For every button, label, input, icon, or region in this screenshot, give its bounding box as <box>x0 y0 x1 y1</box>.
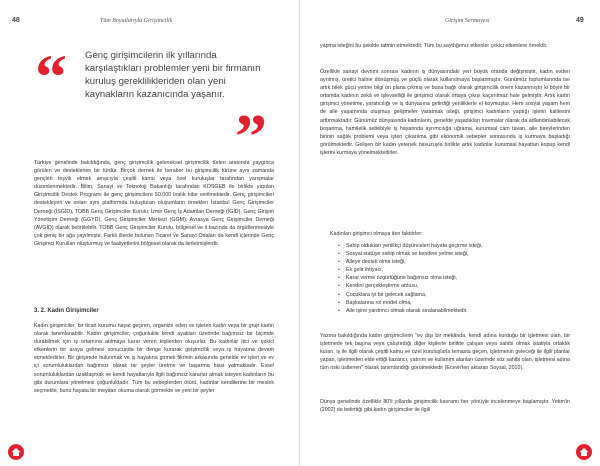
right-paragraph-4: Dünya genelinde özellikle 80'li yıllarda girişimcilik kavramı her yönüyle incelenmeye başlamıştır. Yetim'in (2002) de belirttiği gibi kadın girişimciler ile ilgili <box>320 399 570 414</box>
page-number-left: 48 <box>12 17 20 24</box>
list-item: • Aileye destek olma isteği, <box>338 258 570 266</box>
list-item: • Çocuklara iyi bir gelecek sağlama, <box>338 291 570 299</box>
list-item: • Başkalarına rol model olma, <box>338 299 570 307</box>
list-item: • Karar verme özgürlüğüne bağımsız olma isteği, <box>338 274 570 282</box>
left-paragraph-2: Kadın girişimciler, bir ticari kurumu hayat geçiren, organize eden ve işleten kadın veya bir grup kadın olarak tanımlanabilir. Kadın girişimciler, çoğunlukla kendi ayakları üzerinde bağımsız bir biçimde durabilmek için iş ortamına atılmaya karar veren kişilerden oluşurlar. Bu kadınlar itici ve çekici etkenlerin bir araya gelmesi sonucunda bir denge kurarak girişimcilik veya iş hayatına devam etmektedirler. Bir girişimde bulunmak ve iş hayatına girmek fikrinin arkasında genelde ev işleri ve ev içi sorumluluklardan bağımsız olarak bir şeyler üretme ve başarma hissi yatmaktadır. Evsel sorumluluklardan uzaklaşmak ve kendi hayatlarıyla ilgili bağımsız kararlar almak isteyen kadınların bu gibi durumlara yönelmesi çoğunluktadır. Tüm bu sebeplerden ötürü, kadınlar kendilerine bir meslek seçmekte, bunu hayata bir meydan okuma olarak görmekte ve yeni bir şeyler <box>34 323 274 394</box>
close-quote-icon: ” <box>235 101 267 172</box>
home-icon[interactable] <box>8 444 24 460</box>
running-header-left: Tüm Boyutlarıyla Girişimcilik <box>100 18 173 24</box>
section-title: 3. 2. Kadın Girişimciler <box>34 308 99 314</box>
left-paragraph-1: Türkiye genelinde bakıldığında, genç girişimcilik geleneksel girişimcilik türleri arasında yaygınca görülen ve desteklenen bir türdür. Birçok dernek ile beraber bu girişimcilik türüne aynı zamanda gençleri teşvik etmek amacıyla çeşitli kamu veya özel kuruluşlar tarafından yarışmalar düzenlenmektedir. Bilim, Sanayi ve Teknoloji Bakanlığı tarafından KOSGEB ile birlikte yapılan Girişimcilik Destek Programı ile genç girişimcilere 50.000 liralık hibe verilmektedir. Genç girişimcileri destekleyen ve onları aynı platformda buluşturan oluşumların örneklen İstanbul Genç Girişimciler Derneği (İSGİD), TOBB Genç Girişimciler Kurulu, İzmir Genç İş Adamları Derneği (İGİD), Genç Girişim Yönetişim Derneği (GGYD), Genç Girişimciler Merkezi (GGM), Avrasya Genç Girişimciler Derneği (AVGİD) olarak belirtilebilir. TOBB Genç Girişimciler Kurulu, bölgesel ve il bazında da örgütlenmesiyle çok geniş bir ağa yayılmıştır. Farklı illerde bulunan Ticaret ve Sanayi Odaları da kendi içlerinde Genç Girişimci Kurulları oluşturmuş ve faaliyetlerini bölgesel olarak da ilerletmişlerdir. <box>34 160 274 247</box>
list-item: • Ek gelir ihtiyacı, <box>338 266 570 274</box>
pull-quote-text: Genç girişimcilerin ilk yıllarında karşılaştıkları problemler yeni bir firmanın kuruluş gereklilikleriden olan yeni kaynakların kazanıcında yaşanır. <box>85 50 261 100</box>
right-paragraph-3: Yazına bakıldığında kadın girişimcilerin "ev dışı bir mekânda, kendi adına kurduğu bir işletmesi olan, bir işletmede tek başına veya çalıştırdığı diğer kişilerle birlikte çalışan veya sahibi olmak istatiyla ortaklık kuran, iş ile ilgili olarak çeşitli kamu ve özel kuruluşlarla temasta geçen, işletmenin geleceği ile ilgili planlar yapan, işletmeden elde ettiği kazancı, yatırım ve kullanım alanları üzerinde söz sahibi olan, işletmesi adına tüm riski üstlenen" olarak tanımlandığı görülmektedir (Ecevit'ten aktaran Soysal, 2010). <box>320 333 570 372</box>
page-number-right: 49 <box>576 17 584 24</box>
factors-intro: Kadınları girişimci olmaya iten faktörler: <box>330 231 423 237</box>
factors-list <box>338 242 570 315</box>
list-item: • Sahip oldukları yenilikçi düşünceleri hayata geçirme isteği, <box>338 242 570 250</box>
pull-quote <box>35 41 275 172</box>
list-item: • Sosyal statüye sahip olmak ve kendine yetme isteği, <box>338 250 570 258</box>
right-paragraph-1: yapma isteğini bu şekilde tatmin etmektedir. Tüm bu saydığımız etkenler çekici etkenlere örnektir. <box>320 43 548 49</box>
home-icon[interactable] <box>576 444 592 460</box>
list-item: • Aile işine yardımcı olmak olarak sıralanabilmektedir. <box>338 307 570 315</box>
list-item: • Kendini gerçekleştirme arzusu, <box>338 282 570 290</box>
right-paragraph-2: Özellikle sanayi devrimi sonrası kadının iş dünyasındaki yeri büyük oranda değişmiştir, kadın evden ayrılmış, üretici haline dönüşmüş ve güçlü olarak kullanılmaya başlanmıştır. Günümüz toplumlarında ise artık bilek gücü yerine bilgi ön plana çıkmış ve buna bağlı olarak girişimcilik önem kazanmıştır ki böyle bir ortamda kadının zekâ ve işlevselliği ile girişimci olarak ortaya çıkışı kaçınılmaz hale gelmiştir. Artık kadın girişimci yönetime, yaratıcılığı ve iş dünyasına getirdiği yeniliklerle el koymuştur. Hem sosyal yaşam hem de aile yaşamında oluşmuş gelişmeler yaratmak isteği, girişimci kadınların yaptığı işlerin kalitesini arttırmaktadır. Günümüz dünyasında kadınların, genelde yaşadıkları travmalar olarak da adlandırılabilecek boşanma, hamilelik sebebiyle iş hayatında ayrımcılığa uğrama, kurumsal cam tavan, aile bireylerinden birinin sağlık problemi veya işten çıkarılma gibi ekonomik sebepler sonrasında iş kurmaya başladığı görülmektedir. Gelişen bir kadın yetenek havuzuyla birlikte artık kadınlar kurumsal hayattan kopup kendi işlerini kurmaya yönelmektedirler. <box>320 69 570 156</box>
open-quote-icon: “ <box>35 41 67 112</box>
right-page <box>300 0 600 466</box>
running-header-right: Girişim Sermayesi <box>445 18 490 24</box>
